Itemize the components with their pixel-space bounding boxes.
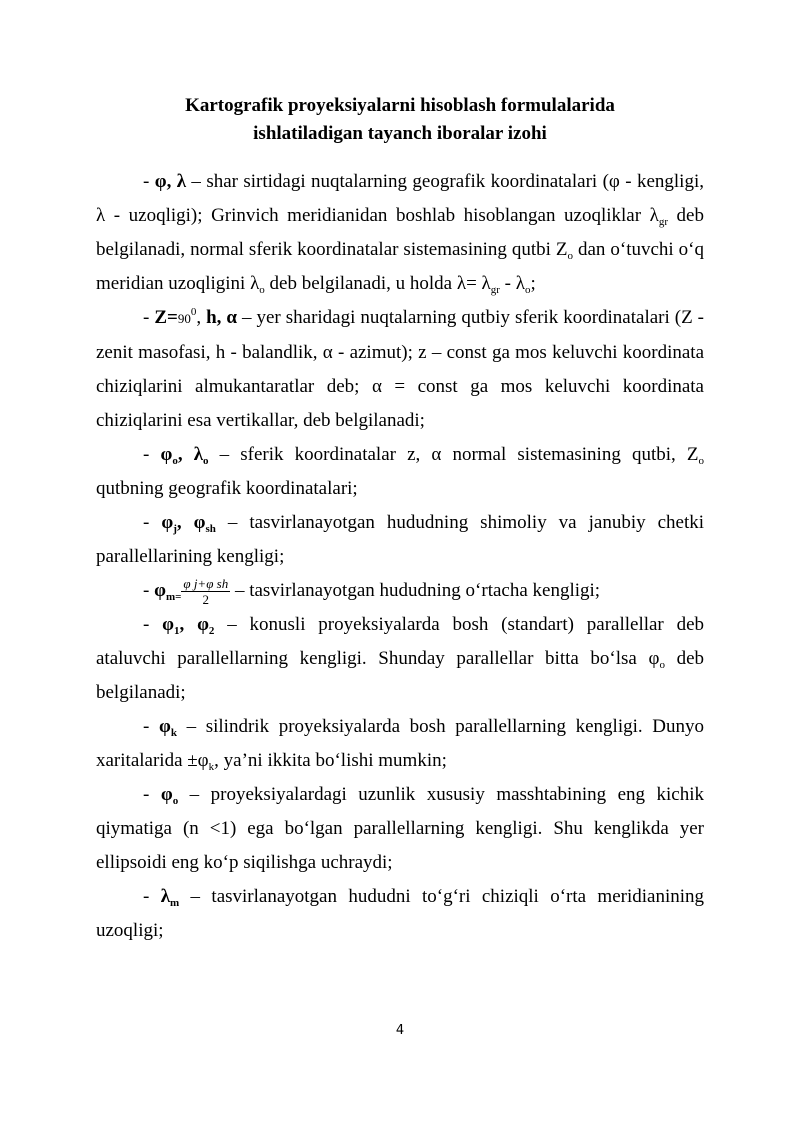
separator: , [177,444,194,465]
separator: , [179,614,198,635]
dash: - [143,307,155,328]
subscript: o [524,284,531,296]
definition-text: deb belgilanadi; [96,648,705,703]
dash: - [143,886,161,907]
dash: - [143,580,155,601]
subscript: gr [658,216,668,228]
definition-text: – silindrik proyeksiyalarda bosh parallellarning kengligi. Dunyo xaritalarida ±φ [96,716,705,771]
definition-text: deb belgilanadi, u holda λ= λ [264,273,491,294]
subscript: sh [205,523,216,535]
definition-phik [96,710,704,778]
definition-text: – tasvirlanayotgan hududning o‘rtacha kengligi; [230,580,601,601]
subscript: 2 [208,625,215,637]
definition-lambdam [96,880,704,948]
fraction-denominator: 2 [202,592,210,608]
separator: , [176,512,194,533]
definition-text: – tasvirlanayotgan hududni to‘g‘ri chiziqli o‘rta meridianining uzoqligi; [96,886,704,941]
subscript: o [567,250,573,262]
subscript: gr [490,284,500,296]
term: λ [160,886,171,907]
title-line-2: ishlatiladigan tayanch iboralar izohi [253,123,547,144]
definition-text: ; [530,273,536,294]
dash: - [143,614,163,635]
definition-text: – yer sharidagi nuqtalarning qutbiy sferik koordinatalari (Z - zenit masofasi, h - balandlik, α - azimut); z – const ga mos keluvchi koordinata chiziqlarini almukantaratlar deb; α = const ga mos keluvchi koordinata chiziqlarini esa vertikallar, deb belgilanadi; [96,307,705,431]
subscript: k [170,727,177,739]
dash: - [143,171,155,192]
term: φ [158,716,171,737]
definition-phij-phish [96,506,704,574]
page-number: 4 [395,1023,405,1038]
term: φ [154,580,166,601]
definition-phio [96,778,704,880]
subscript: o [172,455,178,467]
definition-text: – shar sirtidagi nuqtalarning geografik koordinatalari (φ - kengligi, λ - uzoqligi); Grinvich meridianidan boshlab hisoblangan uzoqliklar λ [96,171,704,226]
subscript: m [170,897,180,909]
separator: , [196,307,207,328]
term: φ [162,614,174,635]
definition-text: dan o‘tuvchi o‘q meridian uzoqligini λ [96,239,705,294]
subscript: o [203,455,209,467]
term: φ [160,444,173,465]
term: h, α [206,307,237,328]
subscript: m= [165,591,182,603]
z-value: 90 [177,311,191,326]
subscript: o [259,284,265,296]
dash: - [143,512,162,533]
term: λ [193,444,204,465]
superscript: 0 [190,306,197,318]
mean-latitude-fraction [181,576,230,607]
definition-text: – sferik koordinatalar z, α normal sistemasining qutbi, Z [208,444,699,465]
term: φ, λ [154,171,187,192]
definition-text: – konusli proyeksiyalarda bosh (standart) parallellar deb ataluvchi parallellarning kengligi. Shunday parallellar bitta bo‘lsa φ [96,614,705,669]
definition-phi1-phi2 [96,608,704,710]
definition-text: qutbning geografik koordinatalari; [96,478,358,499]
definition-text: – tasvirlanayotgan hududning shimoliy va janubiy chetki parallellarining kengligi; [96,512,705,567]
term: φ [197,614,209,635]
definition-phi-lambda [96,165,704,301]
subscript: o [659,659,665,671]
document-title [96,92,704,148]
definition-text: deb belgilanadi, normal sferik koordinatalar sistemasining qutbi Z [96,205,704,260]
document-page [96,92,704,948]
subscript: o [172,795,179,807]
term: Z= [154,307,178,328]
definition-text: , ya’ni ikkita bo‘lishi mumkin; [214,750,447,771]
term: φ [161,512,174,533]
subscript: o [698,455,704,467]
subscript: 1 [174,625,180,637]
term: φ [160,784,173,805]
dash: - [143,716,159,737]
definition-phim [96,574,704,608]
dash: - [143,784,161,805]
subscript: j [173,523,177,535]
fraction-numerator: φ j+φ sh [183,576,229,592]
dash: - [143,444,161,465]
title-line-1: Kartografik proyeksiyalarni hisoblash formulalarida [185,95,615,116]
term: φ [193,512,206,533]
definition-z-h-alpha [96,301,704,438]
definition-phi0-lambda0 [96,438,704,506]
definition-text: – proyeksiyalardagi uzunlik xususiy masshtabining eng kichik qiymatiga (n <1) ega bo‘lgan parallellarning kengligi. Shu kenglikda yer ellipsoidi eng ko‘p siqilishga uchraydi; [96,784,705,873]
subscript: k [208,761,215,773]
definition-text: - λ [499,273,525,294]
